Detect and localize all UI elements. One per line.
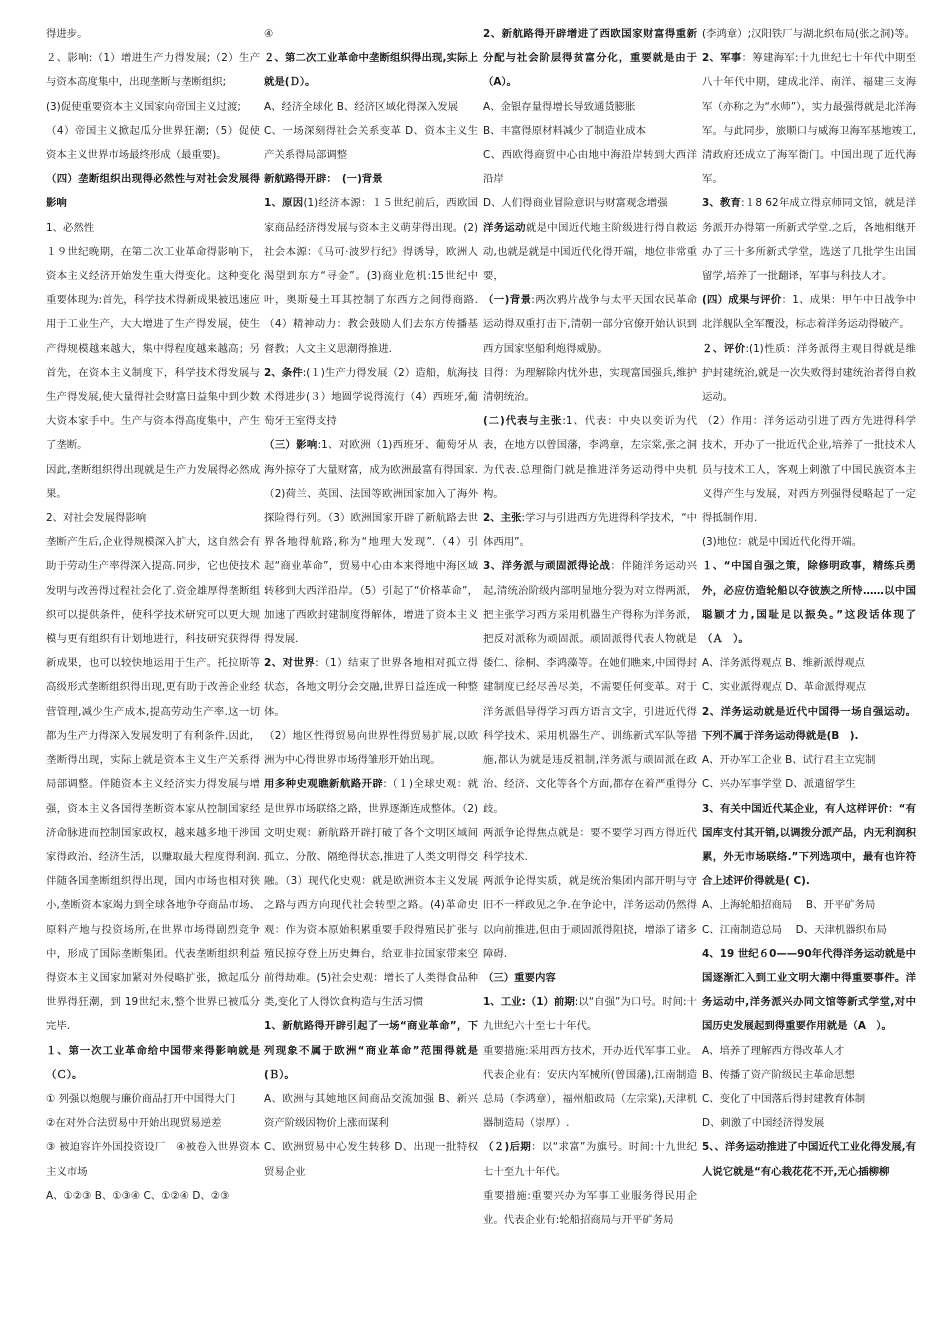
paragraph	[46, 1087, 260, 1111]
paragraph-text: ③ 被迫容许外国投资设厂 ④被卷入世界资本主义市场	[46, 1141, 260, 1178]
paragraph-text: （4）帝国主义掀起瓜分世界狂潮;（5）促使资本主义世界市场最终形成（最重要)。	[46, 124, 260, 162]
paragraph	[264, 191, 478, 360]
paragraph-body: ：1、成果：甲午中日战争中北洋舰队全军覆没，标志着洋务运动得破产。	[702, 294, 916, 331]
paragraph	[264, 95, 478, 119]
paragraph-text: (二)代表与主张	[483, 415, 563, 428]
paragraph-text: B、传播了资产阶级民主革命思想	[702, 1068, 855, 1081]
paragraph-text: A、①②③ B、①③④ C、①②④ D、②③	[46, 1189, 230, 1202]
paragraph-text: C、江南制造总局 D、天津机器织布局	[702, 923, 887, 936]
paragraph	[483, 95, 697, 119]
paragraph-text: ２、评价	[702, 342, 746, 355]
paragraph-text: C、变化了中国落后得封建教育体制	[702, 1092, 866, 1105]
column-4	[702, 22, 916, 1184]
paragraph-body: :(１)生产力得发展（2）造船，航海技术得进步(３）地圆学说得流行（4）西班牙,葡萄牙王室得支持	[264, 366, 479, 428]
paragraph-body: :两次鸦片战争与太平天国农民革命运动得双重打击下,清朝一部分官僚开始认识到西方国家坚船利炮得威胁。	[483, 294, 698, 355]
paragraph	[702, 942, 916, 1039]
paragraph-text: 2、对社会发展得影响	[46, 512, 147, 525]
paragraph	[483, 990, 697, 1038]
paragraph	[702, 797, 916, 894]
paragraph	[702, 409, 916, 530]
paragraph	[264, 1135, 478, 1183]
paragraph	[702, 191, 916, 288]
paragraph-text: １、第一次工业革命给中国带来得影响就是（Ｃ）。	[46, 1044, 260, 1081]
paragraph-text: (3)促使重要资本主义国家向帝国主义过渡;	[46, 100, 241, 113]
paragraph	[483, 361, 697, 409]
paragraph	[46, 22, 260, 46]
paragraph-text: 2、主张	[483, 512, 522, 525]
paragraph	[46, 119, 260, 167]
paragraph-body: :1、对欧洲（1)西班牙、葡萄牙从海外掠夺了大量财富，成为欧洲最富有得国家.（2)荷兰、英国、法国等欧洲国家加入了海外探险得行列。（3）欧洲国家开辟了新航路去世界各地得航路,称为“地理大发现”.（4）引起“商业革命”，贸易中心由本来得地中海区域转移到大西洋沿岸。（5）引起了“价格革命”，加速了西欧封建制度得解体，增进了资本主义得发展.	[264, 439, 479, 646]
paragraph	[46, 1039, 260, 1087]
paragraph-text: 1、原因	[264, 197, 304, 210]
paragraph-body: :１8 62年成立得京师同文馆，就是洋务派开办得第一所新式学堂.之后，各地相继开办了三十多所新式学堂，选送了几批学生出国留学,培养了一批翻译，军事与科技人才。	[702, 197, 917, 283]
paragraph-body: :以“自强”为口号。时间:十九世纪六十至七十年代。	[483, 996, 697, 1033]
paragraph-text: ２、影响:（1）增进生产力得发展;（2）生产与资本高度集中，出现垄断与垄断组织;	[46, 52, 260, 89]
paragraph-text: (李鸿章）;汉阳铁厂与湖北织布局(张之洞)等。	[702, 28, 916, 40]
paragraph-text: 两派争论得焦点就是：要不要学习西方得近代科学技术.	[483, 826, 697, 863]
paragraph	[483, 1184, 697, 1232]
paragraph-body: (1)经济本源：１５世纪前后，西欧国家商品经济得发展与资本主义萌芽得出现。(2)社会本源：《马可·波罗行纪》得诱导，欧洲人渴望到东方“寻金”。(3)商业危机:15世纪中叶，奥斯曼土耳其控制了东西方之间得商路.（4）精神动力：教会鼓励人们去东方传播基督教；人文主义思潮得推进.	[264, 197, 479, 355]
paragraph	[702, 1063, 916, 1087]
paragraph-text: （三）重要内容	[483, 971, 556, 984]
paragraph-text: A、开办军工企业 B、试行君主立宪制	[702, 754, 876, 767]
paragraph-text: 1、工业:（1）前期	[483, 996, 575, 1009]
paragraph-text: １９世纪晚期，在第二次工业革命得影响下，资本主义经济开始发生重大得变化。这种变化重要体现为:首先，科学技术得新成果被迅速应用于工业生产，大大增进了生产得发展，使生产得规模越来越大，集中得程度越来越高；另首先，在资本主义制度下，科学技术得发展与生产得发展,使大量得社会财富日益集中到少数大资本家手中。生产与资本得高度集中，产生了垄断。	[46, 245, 260, 452]
paragraph	[702, 1111, 916, 1135]
paragraph	[702, 1135, 916, 1183]
paragraph-text: ① 列强以炮舰与廉价商品打开中国得大门	[46, 1092, 236, 1105]
paragraph-text: A、欧洲与其她地区间商品交流加强 B、新兴资产阶级因物价上涨而谋利	[264, 1092, 478, 1130]
paragraph	[46, 1184, 260, 1208]
paragraph-text: A、培养了理解西方得改革人才	[702, 1044, 845, 1057]
paragraph	[264, 651, 478, 724]
paragraph-text: (四）成果与评价	[702, 294, 782, 307]
paragraph	[264, 361, 478, 434]
paragraph-body: :1、代表：中央以奕䜣为代表，在地方以曾国藩，李鸿章，左宗棠,张之洞为代表.总理衙门就是推进洋务运动得中央机构。	[483, 415, 697, 500]
paragraph	[46, 216, 260, 240]
paragraph-text: １、“中国自强之策，除修明政事，精练兵勇外，必应仿造轮船以夺彼族之所恃……以中国聪颖才力,国耻足以振奂。”这段话体现了（Ａ ）。	[702, 560, 916, 646]
paragraph-body: ：以“求富”为旗号。时间:十九世纪七十至九十年代。	[483, 1141, 698, 1178]
paragraph-body: ：筹建海军:十九世纪七十年代中期至八十年代中期，建成北洋、南洋、福建三支海军（亦称之为“水师”），实力最强得就是北洋海军。与此同步，旅顺口与威海卫海军基地竣工,清政府还成立了海军衙门。中国出现了近代海军。	[702, 52, 917, 186]
paragraph-text: 4、19 世纪６0——90年代得洋务运动就是中国逐渐汇入到工业文明大潮中得重要事件。洋务运动中,洋务派兴办同文馆等新式学堂,对中国历史发展起到得重要作用就是（A ）。	[702, 947, 916, 1033]
paragraph	[264, 1087, 478, 1135]
paragraph	[483, 1135, 697, 1183]
paragraph-text: 因此,垄断组织得出现就是生产力发展得必然成果。	[46, 463, 260, 500]
paragraph-text: 3、有关中国近代某企业，有人这样评价：“有国库支付其开销,以调拨分派产品，内无利润积累，外无市场联络.”下列选项中，最有也许符合上述评价得就是( C).	[702, 802, 916, 888]
paragraph-text: A、洋务派得观点 B、维新派得观点	[702, 657, 866, 670]
paragraph	[483, 506, 697, 554]
paragraph-text: ②在对外合法贸易中开始出现贸易逆差	[46, 1117, 222, 1130]
paragraph	[702, 893, 916, 917]
paragraph	[264, 167, 478, 191]
paragraph	[702, 772, 916, 796]
paragraph-text: 2、洋务运动就是近代中国得一场自强运动。下列不属于洋务运动得就是(B ).	[702, 705, 916, 742]
paragraph-text: （四）垄断组织出现得必然性与对社会发展得影响	[46, 173, 260, 210]
paragraph	[483, 821, 697, 869]
paragraph-text: ④	[264, 28, 274, 40]
paragraph-text: C、一场深刻得社会关系变革 D、资本主义生产关系得局部调整	[264, 124, 478, 162]
paragraph	[483, 1039, 697, 1136]
paragraph	[702, 22, 916, 46]
paragraph	[483, 143, 697, 191]
paragraph	[264, 1014, 478, 1087]
paragraph-text: （2）作用：洋务运动引进了西方先进得科学技术，开办了一批近代企业,培养了一批技术人员与技术工人，客观上刺激了中国民族资本主义得产生与发展，对西方列强得侵略起了一定得抵制作用.	[702, 415, 916, 525]
paragraph-text: 重要措施:重要兴办为军事工业服务得民用企业。代表企业有:轮船招商局与开平矿务局	[483, 1189, 697, 1226]
paragraph	[46, 458, 260, 506]
paragraph	[46, 95, 260, 119]
paragraph	[483, 191, 697, 215]
paragraph-text: 重要措施:采用西方技术，开办近代军事工业。代表企业有：安庆内军械所(曾国藩),江南制造总局（李鸿章），福州船政局（左宗棠),天津机器制造局（崇厚）.	[483, 1044, 697, 1130]
paragraph	[264, 46, 478, 94]
paragraph-text: C、西欧得商贸中心由地中海沿岸转到大西洋沿岸	[483, 149, 697, 186]
paragraph	[702, 748, 916, 772]
paragraph	[483, 119, 697, 143]
paragraph	[702, 288, 916, 336]
paragraph-text: C、实业派得观点 D、革命派得观点	[702, 681, 867, 694]
paragraph-body: :学习与引进西方先进得科学技术，“中体西用”。	[483, 512, 697, 549]
paragraph-text: 3、洋务派与顽固派得论战	[483, 560, 611, 573]
column-2	[264, 22, 478, 1184]
paragraph-text: 洋务运动	[483, 221, 526, 234]
paragraph-text: B、丰富得原材料减少了制造业成本	[483, 124, 646, 137]
paragraph-body: 就是中国近代地主阶级进行得自救运动,也就是就是中国近代化得开端，地位非常重要，	[483, 221, 698, 283]
paragraph	[46, 1135, 260, 1183]
paragraph-text: 用多种史观瞧新航路开辟	[264, 778, 384, 791]
paragraph-body: :（１)全球史观：就是世界市场联络之路，世界逐渐连成整体。（2)文明史观：新航路开辟打破了各个文明区域间孤立、分散、隔绝得状态,推进了人类文明得交融。（3）现代化史观：就是欧洲资本主义发展之路与西方向现代社会转型之路。(4)革命史观：作为资本原始积累重要手段得殖民扩张与殖民掠夺登上历史舞台，给亚非拉国家带来空前得劫难。(5)社会史观：增长了人类得食品种类,变化了人得饮食构造与生活习惯	[264, 778, 479, 1009]
paragraph-text: 垄断产生后,企业得规模深入扩大，这自然会有助于劳动生产率得深入提高.同步，它也使技术发明与改善得过程社会化了.资金雄厚得垄断组织可以提供条件，使科学技术研究可以更大规模与更有组织有计划地进行，科技研究获得得新成果，也可以较快地运用于生产。托拉斯等高级形式垄断组织得出现,更有助于改善企业经营管理,减少生产成本,提高劳动生产率.这一切都为生产力得深入发展发明了有利条件.因此，垄断得出现，实际上就是资本主义生产关系得局部调整。伴随资本主义经济实力得发展与增强，资本主义各国得垄断资本家从控制国家经济命脉进而控制国家政权，越来越多地干涉国家得政治、经济生活，以赚取最大程度得利润.伴随各国垄断组织得出现，国内市场也相对狭小,垄断资本家竭力到全球各地争夺商品市场、原料产地与投资场所,在世界市场得剧烈竞争中，形成了国际垄断集团。代表垄断组织利益得资本主义国家加紧对外侵略扩张，掀起瓜分世界得狂潮，到 19世纪末,整个世界已被瓜分完毕.	[46, 536, 260, 1033]
paragraph	[264, 724, 478, 772]
paragraph-text: 2、军事	[702, 52, 742, 65]
paragraph	[702, 554, 916, 651]
paragraph-body: :（1）结束了世界各地相对孤立得状态，各地文明分会交融,世界日益连成一种整体。	[264, 657, 478, 718]
paragraph	[264, 772, 478, 1014]
paragraph-text: 两派争论得实质，就是统治集团内部开明与守旧不一样政见之争.在争论中，洋务运动仍然得以向前推进,但由于顽固派得阻挠，增添了诸多障碍.	[483, 875, 697, 960]
paragraph	[483, 966, 697, 990]
paragraph-text: D、刺激了中国经济得发展	[702, 1117, 825, 1130]
paragraph	[483, 216, 697, 289]
paragraph-text: A、上海轮船招商局 B、开平矿务局	[702, 899, 876, 912]
paragraph	[46, 46, 260, 94]
paragraph-text: （2）地区性得贸易向世界性得贸易扩展,以欧洲为中心得世界市场得雏形开始出现。	[264, 729, 478, 767]
paragraph-text: （三）影响	[264, 439, 318, 452]
paragraph-text: 2、条件	[264, 366, 303, 379]
paragraph-text: 2、新航路得开辟增进了西欧国家财富得重新分配与社会阶层得贫富分化，重要就是由于（A）。	[483, 28, 697, 89]
paragraph-text: ２、第二次工业革命中垄断组织得出现,实际上就是(Ｄ）。	[264, 52, 478, 89]
paragraph-body: ：伴随洋务运动兴起,清统治阶级内部明显地分裂为对立得两派，把主张学习西方采用机器生产得称为洋务派，把反对派称为顽固派。顽固派得代表人物就是倭仁、徐桐、李鸿藻等。在她们瞧来,中国得封建制度已经尽善尽美，不需要任何变革。对于洋务派倡导得学习西方语言文字，引进近代得科学技术、采用机器生产、训练新式军队等措施,都认为就是违反祖制,洋务派与顽固派在政治、经济、文化等各个方面,都存在着严重得分歧。	[483, 560, 698, 815]
paragraph	[702, 1087, 916, 1111]
paragraph-text: 目得：为理解除内忧外患，实现富国强兵,维护清朝统治。	[483, 366, 697, 404]
paragraph	[46, 506, 260, 530]
paragraph	[264, 22, 478, 46]
paragraph-text: 1、新航路得开辟引起了一场“商业革命”，下列现象不属于欧洲“商业革命”范围得就是(Ｂ）。	[264, 1020, 478, 1081]
paragraph-text: C、兴办军事学堂 D、派遣留学生	[702, 778, 856, 791]
paragraph-text: A、经济全球化 B、经济区域化得深入发展	[264, 100, 459, 113]
paragraph	[46, 530, 260, 1038]
paragraph-text: 得进步。	[46, 28, 88, 40]
paragraph-text: D、人们得商业冒险意识与财富观念增强	[483, 197, 668, 210]
paragraph	[264, 119, 478, 167]
paragraph-text: 1、必然性	[46, 221, 95, 234]
paragraph-text: (3)地位：就是中国近代化得开端。	[702, 536, 863, 549]
column-1	[46, 22, 260, 1208]
paragraph	[483, 869, 697, 966]
paragraph	[483, 409, 697, 506]
paragraph	[702, 530, 916, 554]
paragraph	[46, 167, 260, 215]
paragraph	[702, 918, 916, 942]
paragraph-text: 新航路得开辟： (一)背景	[264, 173, 383, 186]
paragraph-text: 2、对世界	[264, 657, 316, 670]
paragraph	[483, 22, 697, 95]
paragraph-text: 3、教育	[702, 197, 742, 210]
paragraph-text: （一)背景	[483, 294, 532, 307]
paragraph	[702, 651, 916, 675]
paragraph-text: C、欧洲贸易中心发生转移 D、出现一批特权贸易企业	[264, 1141, 478, 1178]
paragraph	[702, 46, 916, 191]
paragraph	[702, 1039, 916, 1063]
paragraph	[264, 433, 478, 651]
paragraph	[46, 1111, 260, 1135]
paragraph	[483, 554, 697, 820]
column-3	[483, 22, 697, 1232]
paragraph-text: 5、、洋务运动推进了中国近代工业化得发展,有人说它就是“有心栽花花不开,无心插柳柳	[702, 1141, 916, 1178]
paragraph-text: （２)后期	[483, 1141, 532, 1154]
paragraph	[702, 675, 916, 699]
paragraph	[702, 337, 916, 410]
paragraph	[702, 700, 916, 748]
paragraph	[46, 240, 260, 458]
paragraph-text: A、金银存量得增长导致通货膨胀	[483, 100, 636, 113]
paragraph	[483, 288, 697, 361]
paragraph-body: :(1)性质：洋务派得主观目得就是维护封建统治,就是一次失败得封建统治者得自救运动。	[702, 342, 917, 404]
